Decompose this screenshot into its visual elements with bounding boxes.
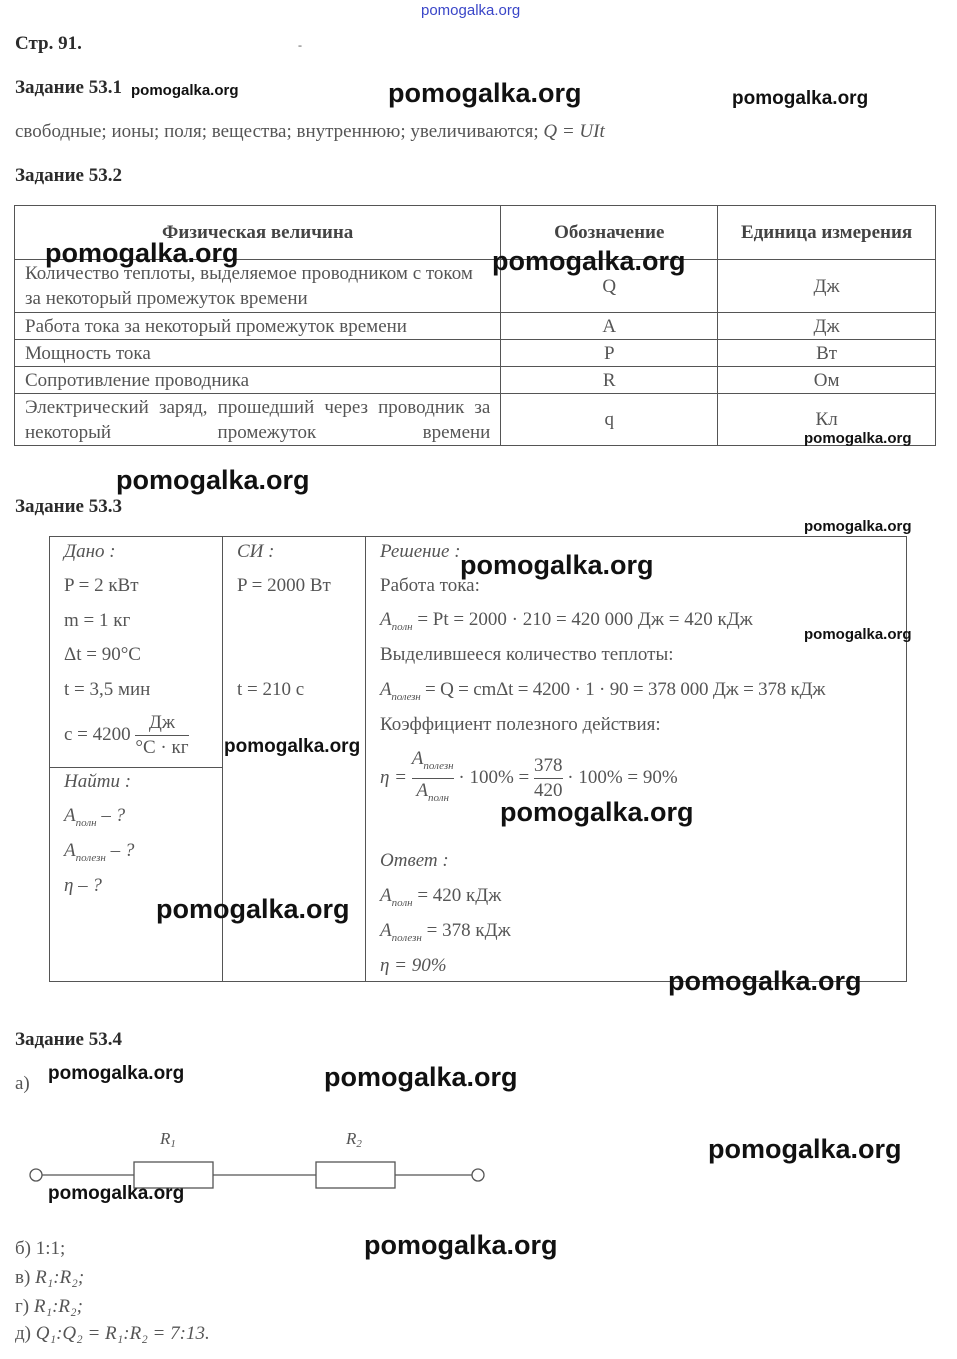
part-a-label: а) — [15, 1073, 30, 1094]
row-symbol: R — [501, 367, 718, 394]
r2-label: R2 — [346, 1129, 362, 1150]
find-a-polezn — [64, 840, 134, 864]
header-unit: Единица измерения — [718, 206, 936, 260]
subscript: полезн — [391, 691, 421, 703]
watermark-top: pomogalka.org — [421, 2, 521, 19]
part-v — [15, 1267, 84, 1289]
si-power: P = 2000 Вт — [237, 575, 331, 596]
row-unit: Дж — [718, 313, 936, 340]
task-53-1-title: Задание 53.1 — [15, 77, 122, 98]
watermark: pomogalka.org — [131, 82, 239, 99]
subscript: полн — [75, 817, 97, 829]
part-answer: Q₁:Q₂ = R₁:R₂ = 7:13. — [35, 1323, 210, 1344]
fraction-a-denominator — [412, 779, 454, 810]
part-label: д) — [15, 1323, 36, 1344]
row-symbol: q — [501, 394, 718, 446]
answer-label: Ответ : — [380, 850, 449, 871]
part-label: г) — [15, 1296, 34, 1317]
watermark: pomogalka.org — [500, 797, 694, 827]
symbol-a: A — [64, 840, 76, 861]
task-53-1-text: свободные; ионы; поля; вещества; внутреннюю; увеличиваются; — [15, 121, 539, 142]
table-row — [15, 367, 936, 394]
symbol-a: A — [380, 679, 392, 700]
question: – ? — [105, 840, 135, 861]
watermark: pomogalka.org — [116, 465, 310, 495]
dash-mark: - — [298, 38, 302, 52]
unit-numerator: Дж — [135, 711, 188, 736]
fraction-b-numerator: 378 — [534, 754, 563, 779]
symbol-a: A — [380, 920, 392, 941]
watermark: pomogalka.org — [364, 1230, 558, 1260]
divider-given-find — [50, 767, 222, 768]
find-eta: η – ? — [64, 875, 102, 896]
eta: η = — [380, 766, 407, 788]
answer-value: = 420 кДж — [412, 885, 502, 906]
part-g — [15, 1296, 83, 1318]
find-label: Найти : — [64, 771, 132, 792]
part-label: в) — [15, 1267, 36, 1288]
given-heat-capacity — [64, 711, 189, 760]
task-53-2-title: Задание 53.2 — [15, 165, 122, 186]
subscript: полн — [428, 792, 449, 804]
watermark: pomogalka.org — [48, 1063, 185, 1084]
row-symbol: Q — [501, 260, 718, 313]
resistor-r2 — [316, 1162, 395, 1188]
row-unit: Дж — [718, 260, 936, 313]
answer-a-poln — [380, 885, 501, 909]
table-row — [15, 394, 936, 446]
si-label: СИ : — [237, 541, 275, 562]
watermark: pomogalka.org — [388, 78, 582, 108]
table-row — [15, 313, 936, 340]
terminal-right — [472, 1169, 484, 1181]
symbol-a: A — [380, 609, 392, 630]
formula: = Q = cmΔt = 4200 · 1 · 90 = 378 000 Дж = 378 кДж — [420, 679, 826, 700]
fraction-a — [412, 747, 454, 810]
watermark: pomogalka.org — [48, 1183, 185, 1204]
given-label: Дано : — [64, 541, 116, 562]
task-53-1-formula: Q = UIt — [543, 121, 605, 142]
efficiency-result: · 100% = 90% — [567, 766, 678, 788]
watermark: pomogalka.org — [708, 1134, 902, 1164]
subscript: полн — [391, 897, 413, 909]
symbol-a: A — [380, 885, 392, 906]
unit-denominator: °C · кг — [135, 737, 189, 758]
row-unit: Кл — [718, 394, 936, 446]
row-symbol: P — [501, 340, 718, 367]
page-number: Стр. 91. — [15, 33, 82, 54]
heat-capacity-value: c = 4200 — [64, 723, 131, 745]
watermark: pomogalka.org — [668, 966, 862, 996]
watermark: pomogalka.org — [156, 894, 350, 924]
given-mass: m = 1 кг — [64, 610, 131, 631]
subscript: полезн — [423, 760, 454, 772]
watermark: pomogalka.org — [224, 736, 361, 757]
row-name: Электрический заряд, прошедший через проводник за некоторый промежуток времени — [15, 394, 501, 446]
row-symbol: A — [501, 313, 718, 340]
watermark: pomogalka.org — [324, 1062, 518, 1092]
formula: = Pt = 2000 · 210 = 420 000 Дж = 420 кДж — [412, 609, 753, 630]
row-unit: Вт — [718, 340, 936, 367]
watermark: pomogalka.org — [460, 550, 654, 580]
work-title: Работа тока: — [380, 575, 480, 596]
part-answer: R₁:R₂; — [35, 1267, 85, 1288]
given-delta-t: Δt = 90°C — [64, 644, 141, 665]
header-symbol: Обозначение — [501, 206, 718, 260]
answer-value: = 378 кДж — [421, 920, 511, 941]
task-53-3-title: Задание 53.3 — [15, 496, 122, 517]
si-time: t = 210 c — [237, 679, 305, 700]
fraction-b-denominator: 420 — [534, 780, 563, 801]
row-name: Количество теплоты, выделяемое проводником с током за некоторый промежуток времени — [15, 260, 501, 313]
heat-formula — [380, 679, 825, 703]
row-name: Мощность тока — [15, 340, 501, 367]
subscript: полезн — [391, 932, 422, 944]
heat-capacity-unit — [135, 711, 188, 760]
row-name: Работа тока за некоторый промежуток времени — [15, 313, 501, 340]
multiply-100: · 100% = — [458, 766, 530, 788]
r1-label: R1 — [160, 1129, 176, 1150]
fraction-a-numerator — [412, 747, 454, 779]
answer-eta: η = 90% — [380, 955, 447, 976]
task-53-1-answer — [15, 121, 605, 143]
watermark: pomogalka.org — [492, 246, 686, 276]
fraction-b — [534, 754, 563, 803]
symbol-a: A — [64, 805, 76, 826]
part-d — [15, 1323, 210, 1345]
work-formula — [380, 609, 753, 633]
solution-label: Решение : — [380, 541, 461, 562]
subscript: полезн — [75, 852, 106, 864]
symbol-a: A — [411, 748, 424, 769]
part-b: б) 1:1; — [15, 1238, 66, 1259]
watermark: pomogalka.org — [732, 88, 869, 109]
row-unit: Ом — [718, 367, 936, 394]
watermark: pomogalka.org — [804, 626, 912, 643]
find-a-poln — [64, 805, 125, 829]
subscript: полн — [391, 621, 413, 633]
heat-title: Выделившееся количество теплоты: — [380, 644, 674, 665]
given-time: t = 3,5 мин — [64, 679, 151, 700]
task-53-4-title: Задание 53.4 — [15, 1029, 122, 1050]
watermark: pomogalka.org — [45, 238, 239, 268]
symbol-a: A — [416, 780, 429, 801]
table-row — [15, 340, 936, 367]
answer-a-polezn — [380, 920, 511, 944]
efficiency-title: Коэффициент полезного действия: — [380, 714, 661, 735]
header-quantity: Физическая величина — [15, 206, 501, 260]
question: – ? — [96, 805, 126, 826]
terminal-left — [30, 1169, 42, 1181]
given-power: P = 2 кВт — [64, 575, 139, 596]
watermark: pomogalka.org — [804, 518, 912, 535]
watermark: pomogalka.org — [804, 430, 912, 447]
row-name: Сопротивление проводника — [15, 367, 501, 394]
part-answer: R₁:R₂; — [33, 1296, 83, 1317]
divider-si-solution — [365, 537, 366, 981]
